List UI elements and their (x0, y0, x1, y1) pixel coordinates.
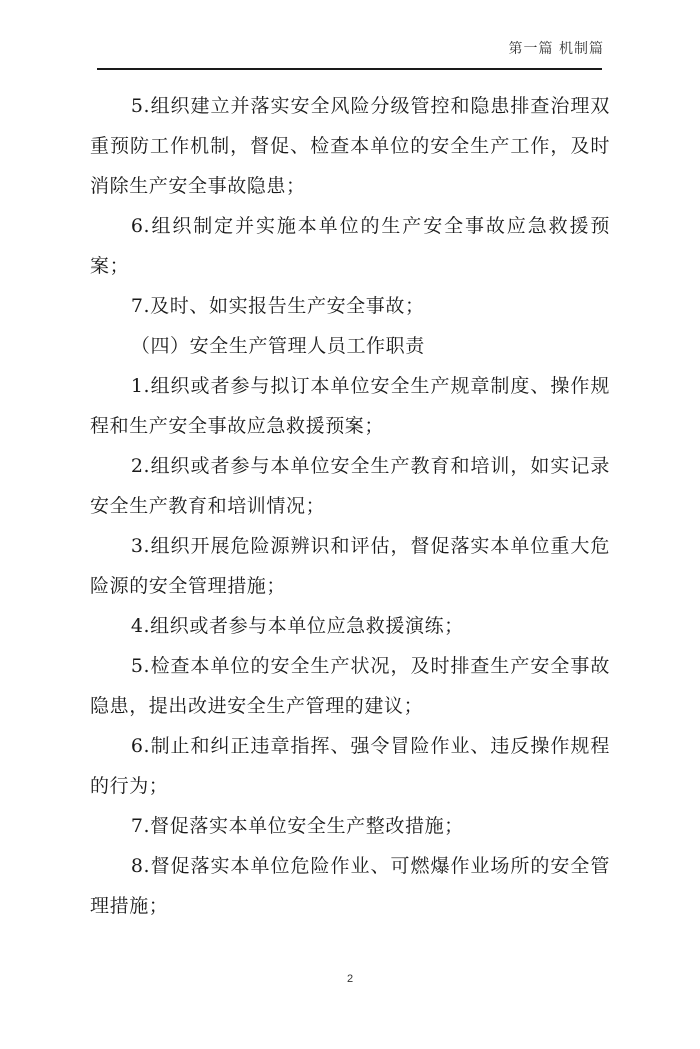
section-heading: （四）安全生产管理人员工作职责 (130, 335, 425, 357)
paragraph: 4.组织或者参与本单位应急救援演练； (130, 615, 464, 637)
paragraph: 5.检查本单位的安全生产状况，及时排查生产安全事故隐患，提出改进安全生产管理的建议； (90, 655, 610, 717)
paragraph: 3.组织开展危险源辨识和评估，督促落实本单位重大危险源的安全管理措施； (90, 535, 610, 597)
paragraph: 2.组织或者参与本单位安全生产教育和培训，如实记录安全生产教育和培训情况； (90, 455, 610, 517)
header-divider (97, 68, 602, 70)
paragraph: 7.督促落实本单位安全生产整改措施； (130, 815, 464, 837)
paragraph: 6.制止和纠正违章指挥、强令冒险作业、违反操作规程的行为； (90, 735, 610, 797)
paragraph: 7.及时、如实报告生产安全事故； (130, 295, 425, 317)
paragraph: 6.组织制定并实施本单位的生产安全事故应急救援预案； (90, 215, 610, 277)
paragraph: 5.组织建立并落实安全风险分级管控和隐患排查治理双重预防工作机制，督促、检查本单位的安全生产工作，及时消除生产安全事故隐患； (90, 95, 610, 197)
page-number: 2 (346, 973, 354, 985)
paragraph: 8.督促落实本单位危险作业、可燃爆作业场所的安全管理措施； (90, 855, 610, 917)
document-body (90, 86, 610, 926)
paragraph: 1.组织或者参与拟订本单位安全生产规章制度、操作规程和生产安全事故应急救援预案； (90, 375, 610, 437)
page-header-title: 第一篇 机制篇 (508, 41, 604, 57)
